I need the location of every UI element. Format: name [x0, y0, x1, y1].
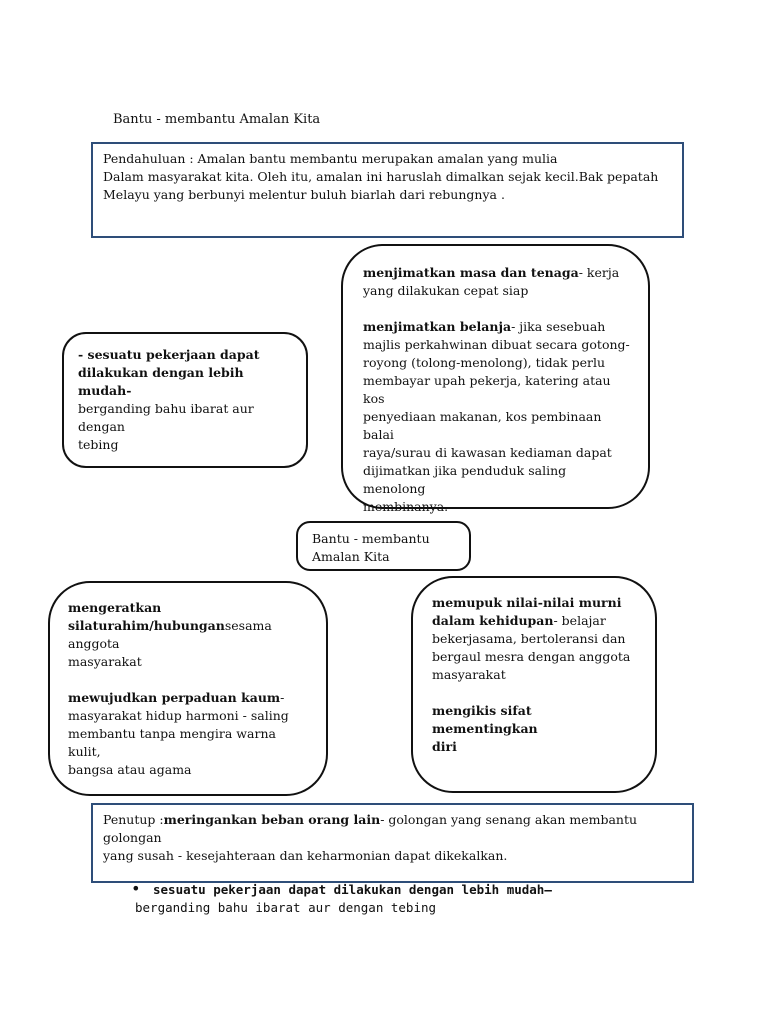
closing-rest: - golongan yang senang akan membantu golongan [103, 812, 638, 845]
save-cost-line-3: membayar upah pekerja, katering atau kos [363, 373, 611, 406]
save-cost-line-7: membinanya. [363, 499, 449, 514]
save-time-rest: - kerja [578, 265, 620, 280]
document-title: Bantu - membantu Amalan Kita [113, 112, 321, 127]
ties-rest: sesama anggota [68, 618, 272, 651]
values-heading-line-1: memupuk nilai-nilai murni [432, 595, 622, 610]
closing-line-1 [103, 811, 682, 847]
benefit-box-moral-values [411, 576, 657, 793]
bullet-point [131, 880, 691, 917]
central-topic-line-1: Bantu - membantu [312, 531, 430, 546]
save-cost-line-5: raya/surau di kawasan kediaman dapat [363, 445, 612, 460]
values-heading-line-2: dalam kehidupan [432, 613, 554, 628]
intro-line-3: Melayu yang berbunyi melentur buluh biarlah dari rebungnya . [103, 187, 505, 202]
values-line-3: bekerjasama, bertoleransi dan [432, 631, 626, 646]
values-line-2 [432, 612, 639, 630]
ties-heading-line-2: silaturahim/hubungan [68, 618, 225, 633]
ties-line-2 [68, 617, 308, 653]
benefit-box-strengthen-ties [48, 581, 328, 796]
benefit-text-line-2: tebing [78, 437, 119, 452]
unity-heading: mewujudkan perpaduan kaum [68, 690, 281, 705]
benefit-heading-line-1: - sesuatu pekerjaan dapat [78, 347, 260, 362]
save-time-paragraph [363, 264, 630, 282]
central-topic-box [296, 521, 471, 571]
benefit-heading-line-2: dilakukan dengan lebih mudah- [78, 365, 244, 398]
closing-heading: meringankan beban orang lain [163, 812, 381, 827]
values-line-4: bergaul mesra dengan anggota [432, 649, 631, 664]
benefit-text-line-1: berganding bahu ibarat aur dengan [78, 401, 254, 434]
save-cost-line-6: dijimatkan jika penduduk saling menolong [363, 463, 567, 496]
ties-heading-line-1: mengeratkan [68, 600, 162, 615]
values-line-5: masyarakat [432, 667, 506, 682]
save-cost-line-1: majlis perkahwinan dibuat secara gotong- [363, 337, 630, 352]
intro-line-1: Pendahuluan : Amalan bantu membantu merupakan amalan yang mulia [103, 151, 558, 166]
selfishness-heading-line-2: diri [432, 739, 457, 754]
unity-rest: - [280, 690, 285, 705]
unity-line-1: masyarakat hidup harmoni - saling [68, 708, 289, 723]
benefit-box-save-time-cost [341, 244, 650, 514]
bullet-heading: sesuatu pekerjaan dapat dilakukan dengan lebih mudah– [153, 882, 552, 897]
save-cost-rest: - jika sesebuah [511, 319, 606, 334]
save-cost-heading: menjimatkan belanja [363, 319, 512, 334]
save-time-heading: menjimatkan masa dan tenaga [363, 265, 579, 280]
bullet-line-1 [131, 880, 691, 899]
intro-line-2: Dalam masyarakat kita. Oleh itu, amalan ini haruslah dimalkan sejak kecil.Bak pepatah [103, 169, 659, 184]
save-time-line-2: yang dilakukan cepat siap [363, 283, 529, 298]
closing-box [91, 803, 694, 883]
bullet-icon: • [131, 879, 141, 898]
closing-prefix: Penutup : [103, 812, 164, 827]
unity-line-2: membantu tanpa mengira warna kulit, [68, 726, 276, 759]
bullet-line-2: berganding bahu ibarat aur dengan tebing [135, 900, 437, 915]
save-cost-paragraph [363, 318, 630, 336]
values-rest: - belajar [553, 613, 606, 628]
introduction-box [91, 142, 684, 238]
unity-line-3: bangsa atau agama [68, 762, 192, 777]
selfishness-heading-line-1: mengikis sifat mementingkan [432, 703, 538, 736]
save-cost-line-4: penyediaan makanan, kos pembinaan balai [363, 409, 602, 442]
save-cost-line-2: royong (tolong-menolong), tidak perlu [363, 355, 606, 370]
unity-paragraph [68, 689, 308, 707]
ties-line-3: masyarakat [68, 654, 142, 669]
central-topic-line-2: Amalan Kita [312, 549, 390, 564]
closing-line-2: yang susah - kesejahteraan dan keharmonian dapat dikekalkan. [103, 848, 508, 863]
benefit-box-easier-work [62, 332, 308, 468]
